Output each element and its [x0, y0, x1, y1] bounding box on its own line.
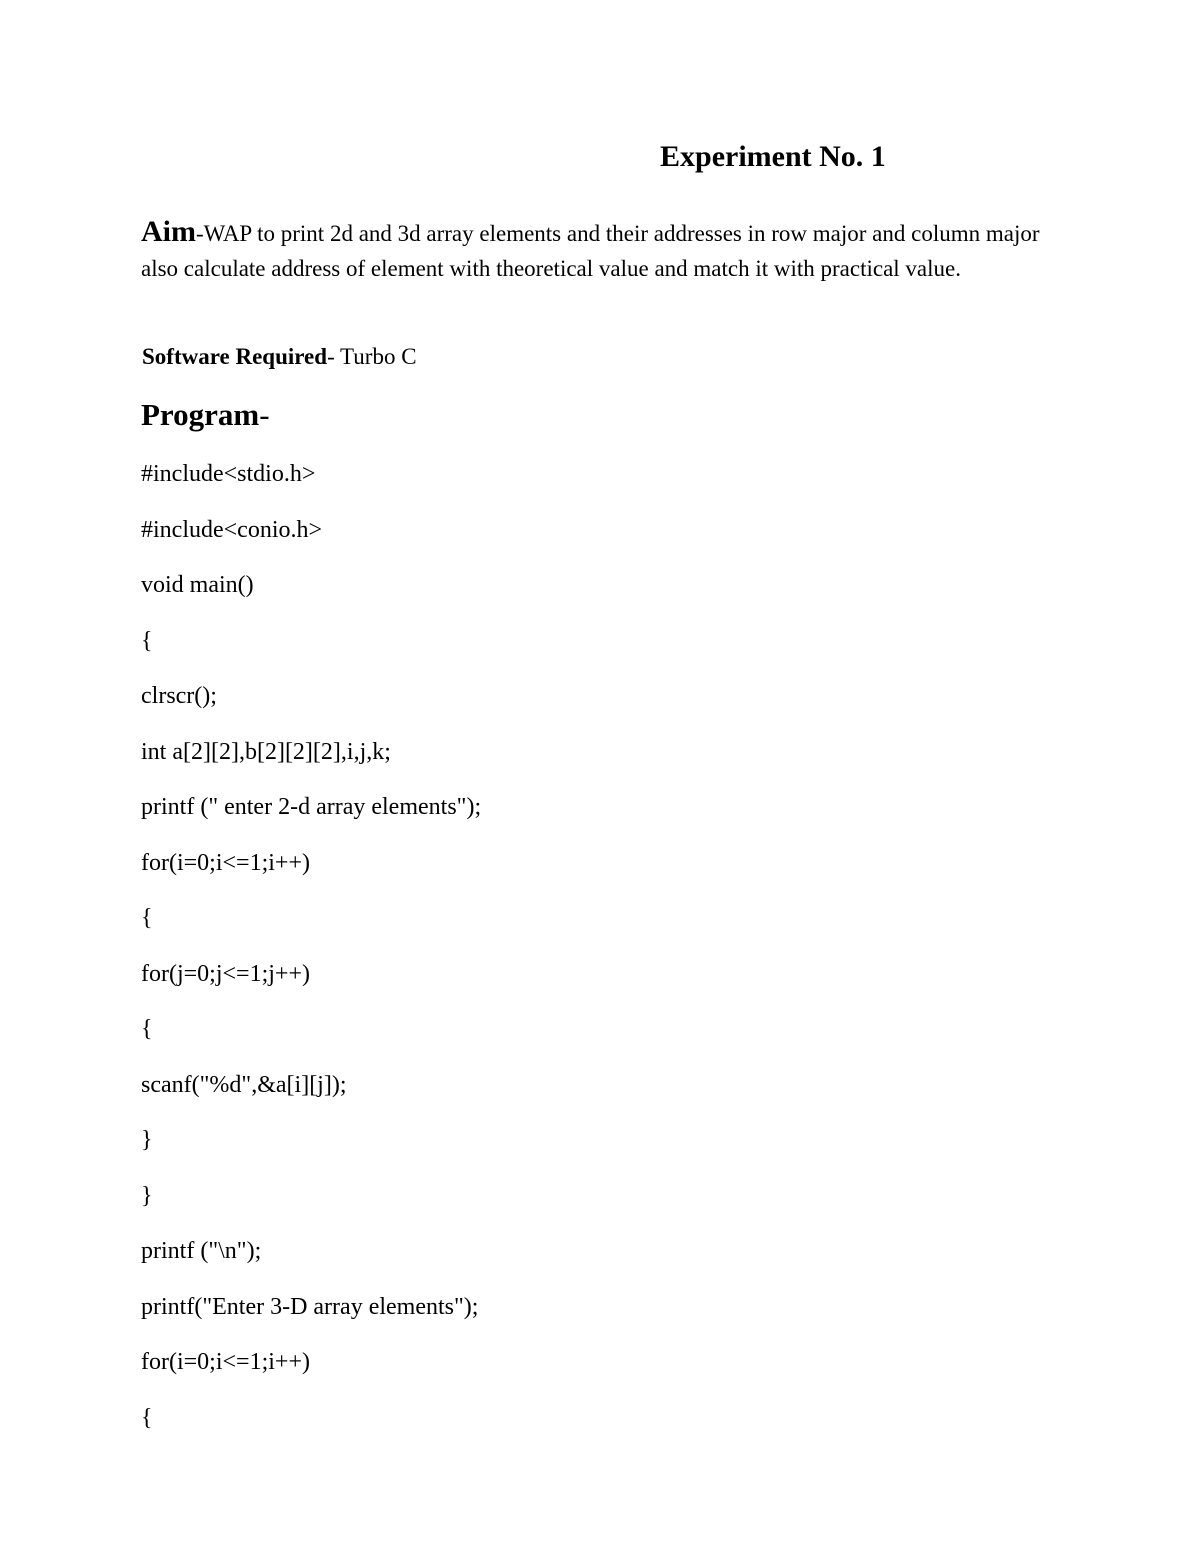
- code-line: {: [141, 905, 153, 931]
- program-heading: [141, 397, 270, 433]
- code-line: clrscr();: [141, 683, 217, 709]
- code-line: }: [141, 1182, 153, 1209]
- code-line: {: [141, 627, 153, 654]
- software-label: Software Required: [142, 344, 328, 369]
- experiment-title: Experiment No. 1: [660, 140, 886, 173]
- code-line: for(j=0;j<=1;j++): [141, 960, 310, 987]
- code-line: printf("Enter 3-D array elements");: [141, 1293, 479, 1320]
- code-line: {: [141, 1016, 153, 1042]
- code-line: }: [141, 1127, 153, 1153]
- code-line: printf ("\n");: [141, 1238, 262, 1264]
- code-line: int a[2][2],b[2][2][2],i,j,k;: [141, 738, 391, 765]
- code-line: for(i=0;i<=1;i++): [141, 1349, 310, 1375]
- software-text: - Turbo C: [327, 344, 417, 369]
- code-line: scanf("%d",&a[i][j]);: [141, 1071, 347, 1098]
- aim-label: Aim: [141, 215, 196, 248]
- software-required: [142, 344, 417, 370]
- code-line: {: [141, 1404, 153, 1431]
- program-label: Program: [141, 397, 260, 432]
- code-line: for(i=0;i<=1;i++): [141, 849, 310, 876]
- aim-paragraph: [141, 214, 1081, 286]
- code-line: printf (" enter 2-d array elements");: [141, 794, 482, 820]
- program-dash: -: [259, 397, 270, 432]
- code-listing: [141, 459, 481, 1458]
- aim-text: -WAP to print 2d and 3d array elements and their addresses in row major and column major also calculate address of element with theoretical value and match it with practical value.: [141, 221, 1040, 281]
- code-line: #include<conio.h>: [141, 516, 323, 543]
- code-line: void main(): [141, 572, 254, 598]
- code-line: #include<stdio.h>: [141, 461, 316, 487]
